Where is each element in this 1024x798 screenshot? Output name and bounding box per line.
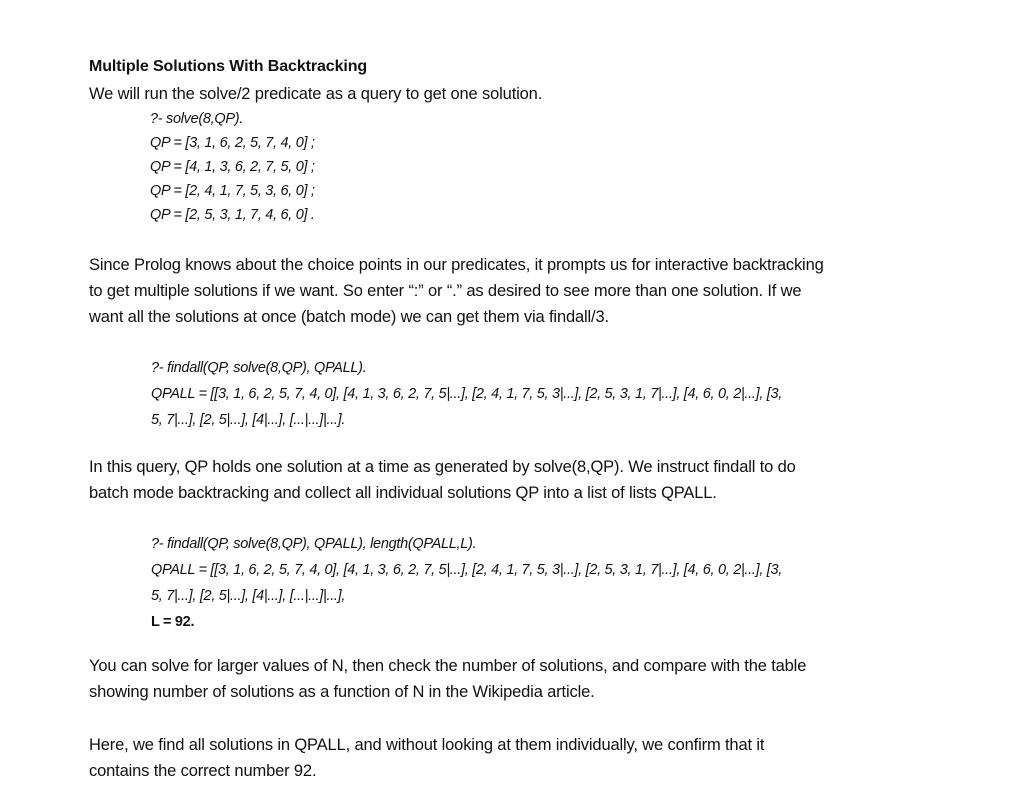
code-line: ?- findall(QP, solve(8,QP), QPALL), length(QPALL,L). bbox=[151, 536, 477, 552]
findall-explanation-paragraph bbox=[89, 454, 949, 506]
code-line: QP = [3, 1, 6, 2, 5, 7, 4, 0] ; bbox=[150, 135, 315, 151]
paragraph-line: to get multiple solutions if we want. So enter “:” or “.” as desired to see more than one solution. If we bbox=[89, 282, 802, 300]
code-line: QP = [2, 5, 3, 1, 7, 4, 6, 0] . bbox=[150, 207, 315, 223]
code-line: ?- findall(QP, solve(8,QP), QPALL). bbox=[151, 360, 367, 376]
length-query-block bbox=[151, 531, 941, 635]
paragraph-line: Since Prolog knows about the choice points in our predicates, it prompts us for interactive backtracking bbox=[89, 256, 824, 274]
code-line: QP = [4, 1, 3, 6, 2, 7, 5, 0] ; bbox=[150, 159, 315, 175]
backtracking-paragraph bbox=[89, 252, 949, 330]
code-line: ?- solve(8,QP). bbox=[150, 111, 243, 127]
paragraph-line: contains the correct number 92. bbox=[89, 762, 317, 780]
section-heading: Multiple Solutions With Backtracking bbox=[89, 58, 368, 75]
paragraph-line: In this query, QP holds one solution at a time as generated by solve(8,QP). We instruct findall to do bbox=[89, 458, 796, 476]
code-line: QPALL = [[3, 1, 6, 2, 5, 7, 4, 0], [4, 1, 3, 6, 2, 7, 5|...], [2, 4, 1, 7, 5, 3|...], [2, 5, 3, 1, 7|...], [4, 6, 0, 2|...], [3, bbox=[151, 562, 783, 578]
code-line: 5, 7|...], [2, 5|...], [4|...], [...|...]|...], bbox=[151, 588, 346, 604]
paragraph-line: batch mode backtracking and collect all individual solutions QP into a list of lists QPALL. bbox=[89, 484, 717, 502]
paragraph-line: You can solve for larger values of N, then check the number of solutions, and compare with the table bbox=[89, 657, 807, 675]
paragraph-line: showing number of solutions as a function of N in the Wikipedia article. bbox=[89, 683, 595, 701]
paragraph-line: want all the solutions at once (batch mode) we can get them via findall/3. bbox=[89, 308, 609, 326]
intro-paragraph: We will run the solve/2 predicate as a query to get one solution. bbox=[89, 85, 543, 103]
code-line: QP = [2, 4, 1, 7, 5, 3, 6, 0] ; bbox=[150, 183, 315, 199]
confirm-paragraph bbox=[89, 732, 949, 784]
findall-query-block bbox=[151, 355, 941, 433]
solve-query-block bbox=[150, 107, 950, 227]
larger-n-paragraph bbox=[89, 653, 949, 705]
paragraph-line: Here, we find all solutions in QPALL, and without looking at them individually, we confirm that it bbox=[89, 736, 765, 754]
code-line: 5, 7|...], [2, 5|...], [4|...], [...|...]|...]. bbox=[151, 412, 346, 428]
query-result: L = 92. bbox=[151, 614, 195, 630]
code-line: QPALL = [[3, 1, 6, 2, 5, 7, 4, 0], [4, 1, 3, 6, 2, 7, 5|...], [2, 4, 1, 7, 5, 3|...], [2, 5, 3, 1, 7|...], [4, 6, 0, 2|...], [3, bbox=[151, 386, 783, 402]
